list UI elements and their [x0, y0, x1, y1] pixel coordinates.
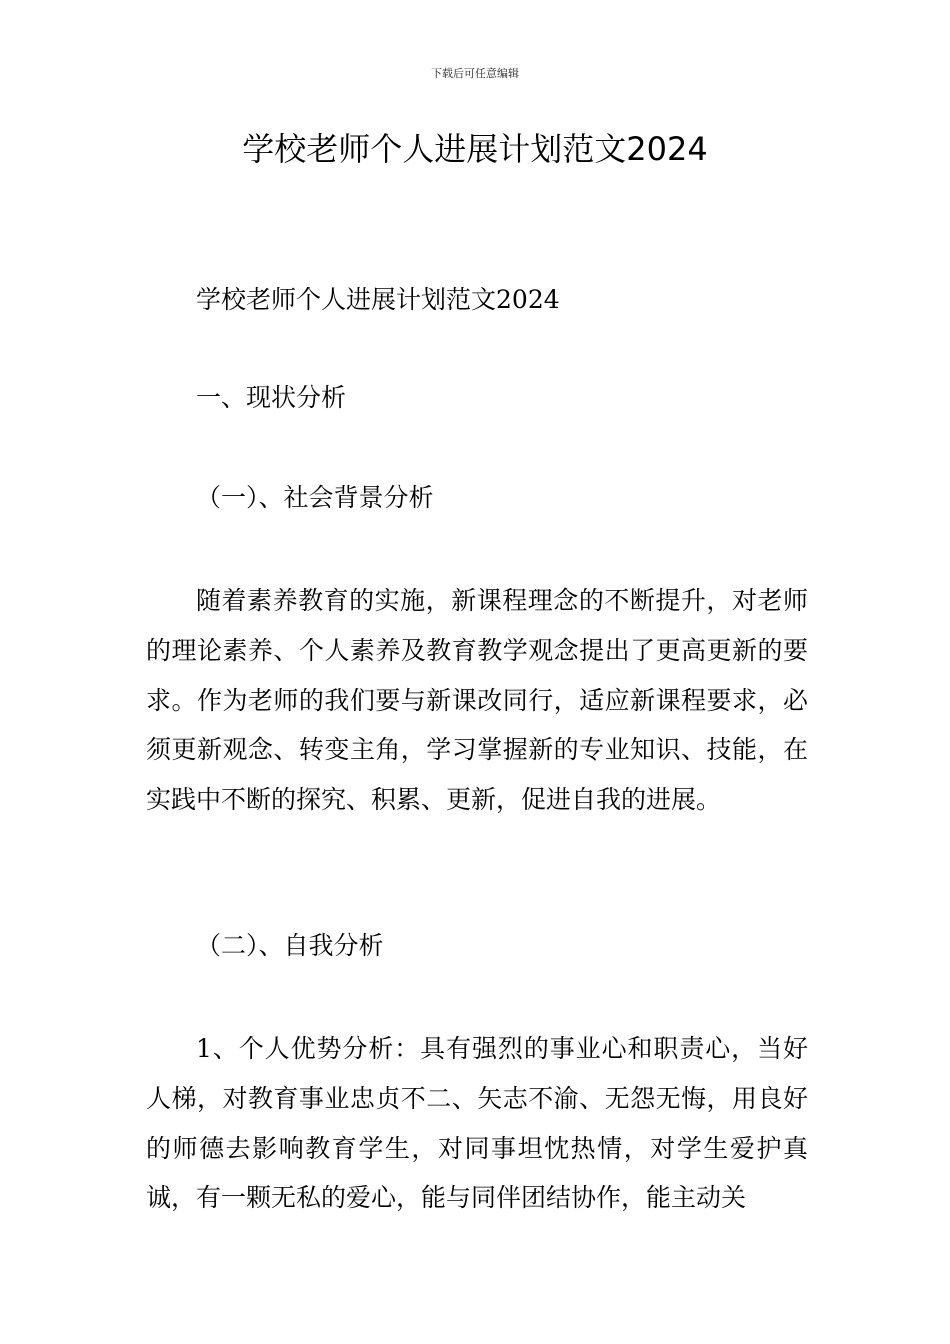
subtitle-line: 学校老师个人进展计划范文2024 [196, 285, 560, 314]
header-note: 下载后可任意编辑 [431, 67, 519, 80]
paragraph-social-background: 随着素养教育的实施，新课程理念的不断提升，对老师的理论素养、个人素养及教育教学观念提出了更高更新的要求。作为老师的我们要与新课改同行，适应新课程要求，必须更新观念、转变主角，学习掌握新的专业知识、技能，在实践中不断的探究、积累、更新，促进自我的进展。 [146, 586, 808, 815]
paragraph-self-analysis: 1、个人优势分析：具有强烈的事业心和职责心，当好人梯，对教育事业忠贞不二、矢志不渝、无怨无悔，用良好的师德去影响教育学生，对同事坦忱热情，对学生爱护真诚，有一颗无私的爱心，能与同伴团结协作，能主动关 [146, 1034, 808, 1213]
section-heading-status: 一、现状分析 [196, 383, 347, 412]
subsection-heading-social: （一）、社会背景分析 [196, 483, 434, 512]
subsection-heading-self: （二）、自我分析 [196, 931, 384, 960]
document-title: 学校老师个人进展计划范文2024 [242, 130, 708, 168]
